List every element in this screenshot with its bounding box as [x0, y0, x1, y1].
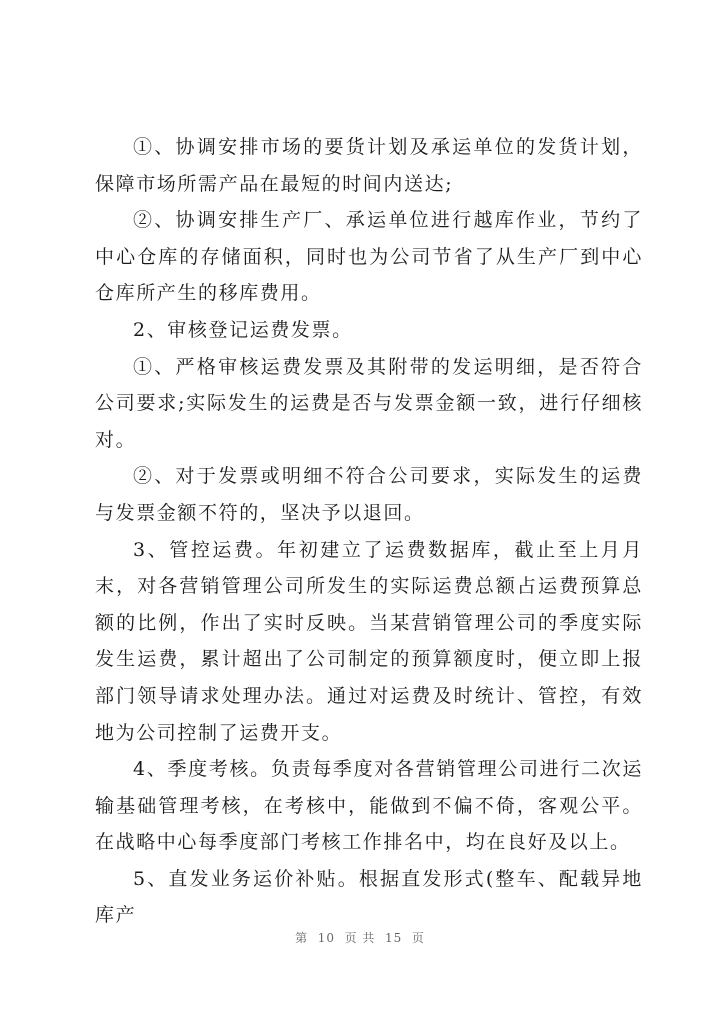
paragraph: ②、对于发票或明细不符合公司要求，实际发生的运费与发票金额不符的，坚决予以退回。	[95, 465, 643, 524]
document-body	[95, 129, 643, 934]
paragraph: 4、季度考核。负责每季度对各营销管理公司进行二次运输基础管理考核，在考核中，能做到不偏不倚，客观公平。在战略中心每季度部门考核工作排名中，均在良好及以上。	[95, 758, 643, 854]
section-heading: 2、审核登记运费发票。	[133, 318, 353, 341]
page-number-footer: 第 10 页 共 15 页	[295, 931, 425, 945]
paragraph: ①、协调安排市场的要货计划及承运单位的发货计划，保障市场所需产品在最短的时间内送达;	[95, 136, 643, 195]
paragraph: 3、管控运费。年初建立了运费数据库，截止至上月月末，对各营销管理公司所发生的实际运费总额占运费预算总额的比例，作出了实时反映。当某营销管理公司的季度实际发生运费，累计超出了公司制定的预算额度时，便立即上报部门领导请求处理办法。通过对运费及时统计、管控，有效地为公司控制了运费开支。	[95, 538, 643, 744]
paragraph: ②、协调安排生产厂、承运单位进行越库作业，节约了中心仓库的存储面积，同时也为公司节省了从生产厂到中心仓库所产生的移库费用。	[95, 209, 643, 305]
paragraph: 5、直发业务运价补贴。根据直发形式(整车、配载异地库产	[95, 867, 643, 927]
paragraph: ①、严格审核运费发票及其附带的发运明细，是否符合公司要求;实际发生的运费是否与发票金额一致，进行仔细核对。	[95, 355, 643, 451]
